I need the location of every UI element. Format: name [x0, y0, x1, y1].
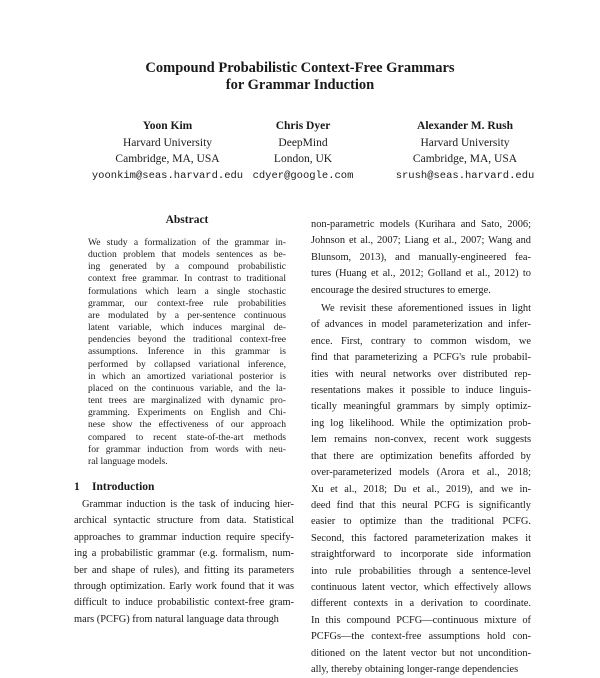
right-column [311, 217, 531, 678]
text-line: compared to recent state-of-the-art methods [88, 431, 286, 443]
text-line: into rule probabilities through a sentence-level [311, 565, 531, 577]
author-location: Cambridge, MA, USA [412, 153, 518, 165]
author-email: yoonkim@seas.harvard.edu [91, 169, 244, 182]
author-block [70, 118, 265, 184]
text-line: lem remains non-convex, recent work suggests [311, 434, 531, 446]
text-line: straightforward to incorporate side information [311, 549, 531, 561]
right-paragraph [311, 217, 531, 299]
author-affiliation: Harvard University [420, 136, 510, 149]
text-line: archical syntactic structure from data. Statistical [74, 515, 294, 527]
section-heading [74, 481, 154, 493]
author-affiliation: Harvard University [122, 136, 213, 149]
text-line: ence. First, contrary to common wisdom, we [311, 335, 531, 347]
abstract-heading: Abstract [165, 214, 209, 226]
text-line: for grammar induction from words with neu- [88, 443, 286, 455]
text-line: latent variable, which induces marginal de- [88, 322, 286, 334]
text-line: ally, thereby obtaining longer-range dependencies [311, 663, 519, 675]
section-title: Introduction [92, 481, 155, 493]
text-line: In this compound PCFG—continuous mixture of [311, 614, 531, 626]
text-line: continuous latent vector, which effectively allows [311, 581, 531, 593]
introduction-body [74, 497, 294, 628]
text-line: of advances in model parameterization and infer- [311, 319, 531, 331]
text-line: grammar, our context-free rule probabilities [88, 297, 286, 309]
text-line: through optimization. Early work found that it was [74, 581, 294, 593]
text-line: approaches to grammar induction require specify- [74, 531, 294, 543]
text-line: tures (Huang et al., 2012; Golland et al., 2012) to [311, 268, 531, 280]
author-name: Chris Dyer [275, 120, 331, 132]
text-line: encourage the desired structures to emerge. [311, 284, 491, 296]
text-line: are modulated by a per-sentence continuous [88, 309, 286, 321]
text-line: resentations makes it possible to induce linguis- [311, 385, 531, 397]
text-line: Second, this factored parameterization makes it [311, 532, 531, 544]
text-line: tically meaningful grammars by simply optimiz- [311, 401, 531, 413]
author-name: Yoon Kim [142, 120, 193, 132]
text-line: duction problem that models sentences as be- [88, 249, 286, 261]
text-line: formulations which learn a single stochastic [88, 285, 286, 297]
text-line: ber and shape of rules), and fitting its parameters [74, 564, 294, 576]
text-line: pendencies beyond the traditional context-free [88, 334, 286, 346]
text-line: find that parameterizing a PCFG's rule probabil- [311, 352, 531, 364]
text-line: Blunsom, 2013), and manually-engineered fea- [311, 251, 531, 263]
text-line: We revisit these aforementioned issues in light [321, 303, 531, 315]
text-line: ing a probabilistic grammar (e.g. formalism, num- [74, 548, 294, 560]
text-line: nese show the effectiveness of our approach [88, 419, 286, 431]
text-line: non-parametric models (Kurihara and Sato, 2006; [311, 219, 531, 230]
text-line: ing log likelihood. While the optimization prob- [311, 417, 531, 429]
text-line: ral language models. [88, 455, 168, 467]
text-line: different contexts in a derivation to coordinate. [311, 598, 531, 610]
author-name: Alexander M. Rush [417, 120, 513, 132]
text-line: Johnson et al., 2007; Liang et al., 2007; Wang and [311, 235, 531, 247]
author-block [365, 118, 565, 184]
text-line: over-parameterized models (Arora et al., 2018; [311, 467, 531, 479]
text-line: ities with neural networks over distributed rep- [311, 368, 531, 380]
text-line: that there are optimization benefits afforded by [311, 450, 531, 462]
text-line: placed on the continuous variable, and the la- [88, 382, 286, 394]
text-line: difficult to induce probabilistic context-free gram- [74, 597, 294, 609]
text-line: in which an amortized variational posterior is [88, 370, 286, 382]
title-line: for Grammar Induction [225, 77, 375, 93]
text-line: gramming. Experiments on English and Chi- [88, 407, 286, 419]
title-line: Compound Probabilistic Context-Free Grammars [145, 60, 455, 76]
text-line: Xu et al., 2018; Du et al., 2019), and we in- [311, 483, 531, 495]
text-line: mars (PCFG) from natural language data through [74, 613, 279, 625]
author-block [248, 118, 358, 184]
author-location: London, UK [273, 153, 333, 165]
paper-title [90, 60, 510, 94]
text-line: context free grammar. In contrast to traditional [88, 273, 286, 285]
author-affiliation: DeepMind [278, 136, 328, 149]
text-line: easier to optimize than the traditional PCFG. [311, 516, 531, 528]
text-line: performed by collapsed variational inference, [88, 358, 286, 370]
right-paragraph [311, 301, 531, 678]
text-line: Grammar induction is the task of inducing hier- [82, 499, 294, 510]
author-email: cdyer@google.com [252, 169, 354, 182]
section-number: 1 [74, 481, 80, 493]
text-line: tent trees are marginalized with dynamic pro- [88, 395, 286, 407]
text-line: ditioned on the latent vector but not uncondition- [311, 647, 531, 659]
text-line: PCFGs—the context-free assumptions hold con- [311, 631, 531, 643]
abstract-body [88, 237, 286, 468]
author-email: srush@seas.harvard.edu [395, 169, 535, 182]
text-line: deed find that this neural PCFG is significantly [311, 499, 531, 511]
text-line: ing generated by a compound probabilistic [88, 261, 286, 273]
text-line: We study a formalization of the grammar in- [88, 237, 286, 248]
author-location: Cambridge, MA, USA [115, 153, 220, 165]
text-line: assumptions. Inference in this grammar is [88, 346, 286, 358]
